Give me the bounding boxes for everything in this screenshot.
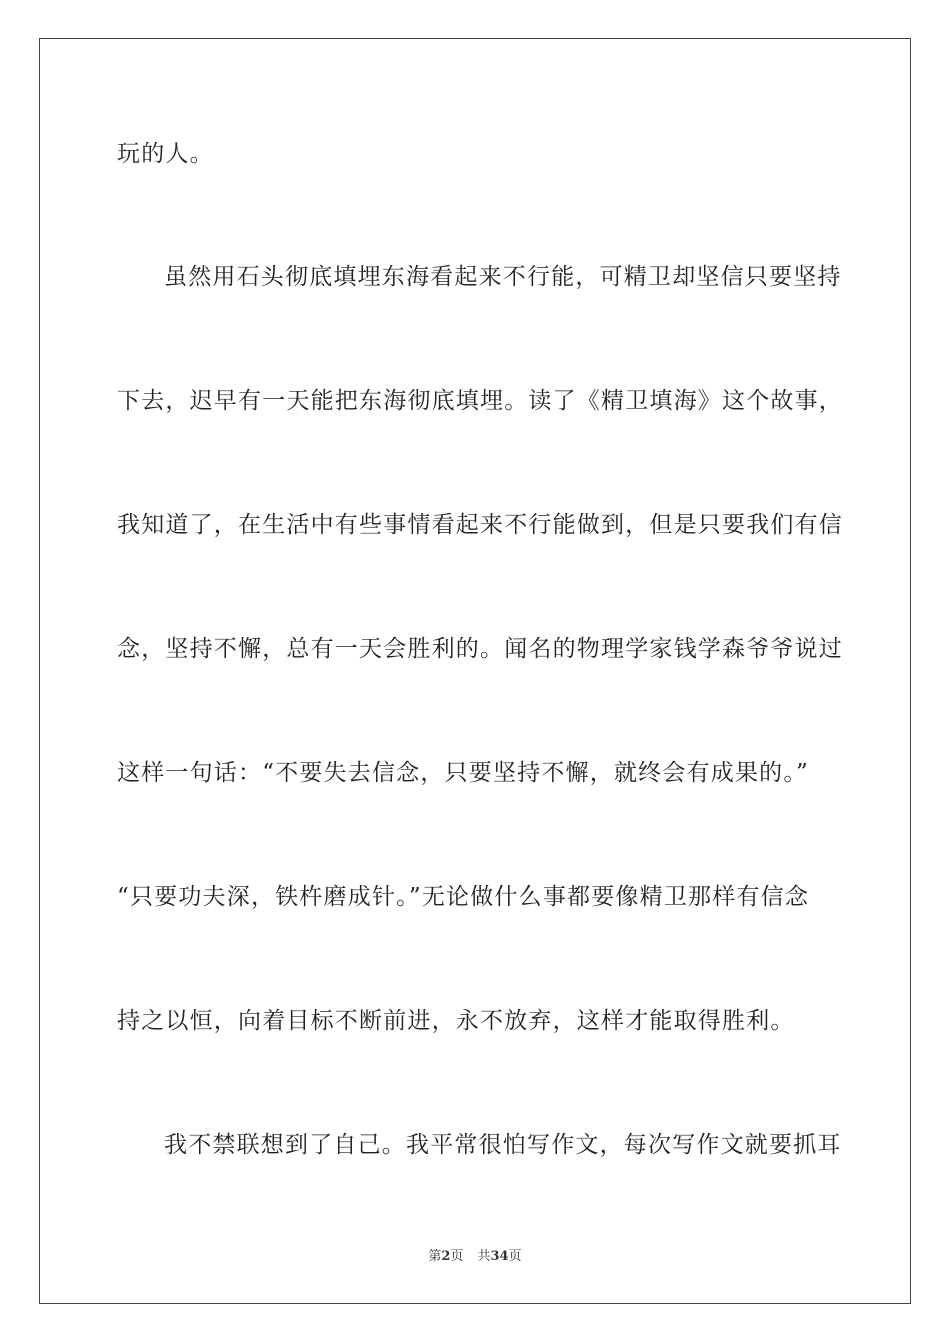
- total-pages: 34: [490, 1249, 509, 1264]
- text-line-8: 持之以恒，向着目标不断前进，永不放弃，这样才能取得胜利。: [117, 1008, 795, 1034]
- text-line-7: “只要功夫深，铁杵磨成针。”无论做什么事都要像精卫那样有信念: [117, 884, 810, 910]
- text-line-2: 虽然用石头彻底填埋东海看起来不行能，可精卫却坚信只要坚持: [164, 264, 842, 290]
- total-prefix: 共: [477, 1249, 491, 1264]
- text-line-6: 这样一句话：“不要失去信念，只要坚持不懈，就终会有成果的。”: [117, 760, 810, 786]
- text-line-3: 下去，迟早有一天能把东海彻底填埋。读了《精卫填海》这个故事，: [117, 388, 843, 414]
- page-suffix: 页: [450, 1249, 464, 1264]
- page-frame: [39, 38, 911, 1304]
- page-number: 2: [441, 1249, 451, 1264]
- page-prefix: 第: [428, 1249, 442, 1264]
- text-line-9: 我不禁联想到了自己。我平常很怕写作文，每次写作文就要抓耳: [164, 1132, 842, 1158]
- page-footer: [0, 1248, 950, 1266]
- text-line-5: 念，坚持不懈，总有一天会胜利的。闻名的物理学家钱学森爷爷说过: [117, 636, 843, 662]
- text-line-1: 玩的人。: [117, 141, 214, 167]
- text-line-4: 我知道了，在生活中有些事情看起来不行能做到，但是只要我们有信: [117, 512, 843, 538]
- total-suffix: 页: [508, 1249, 522, 1264]
